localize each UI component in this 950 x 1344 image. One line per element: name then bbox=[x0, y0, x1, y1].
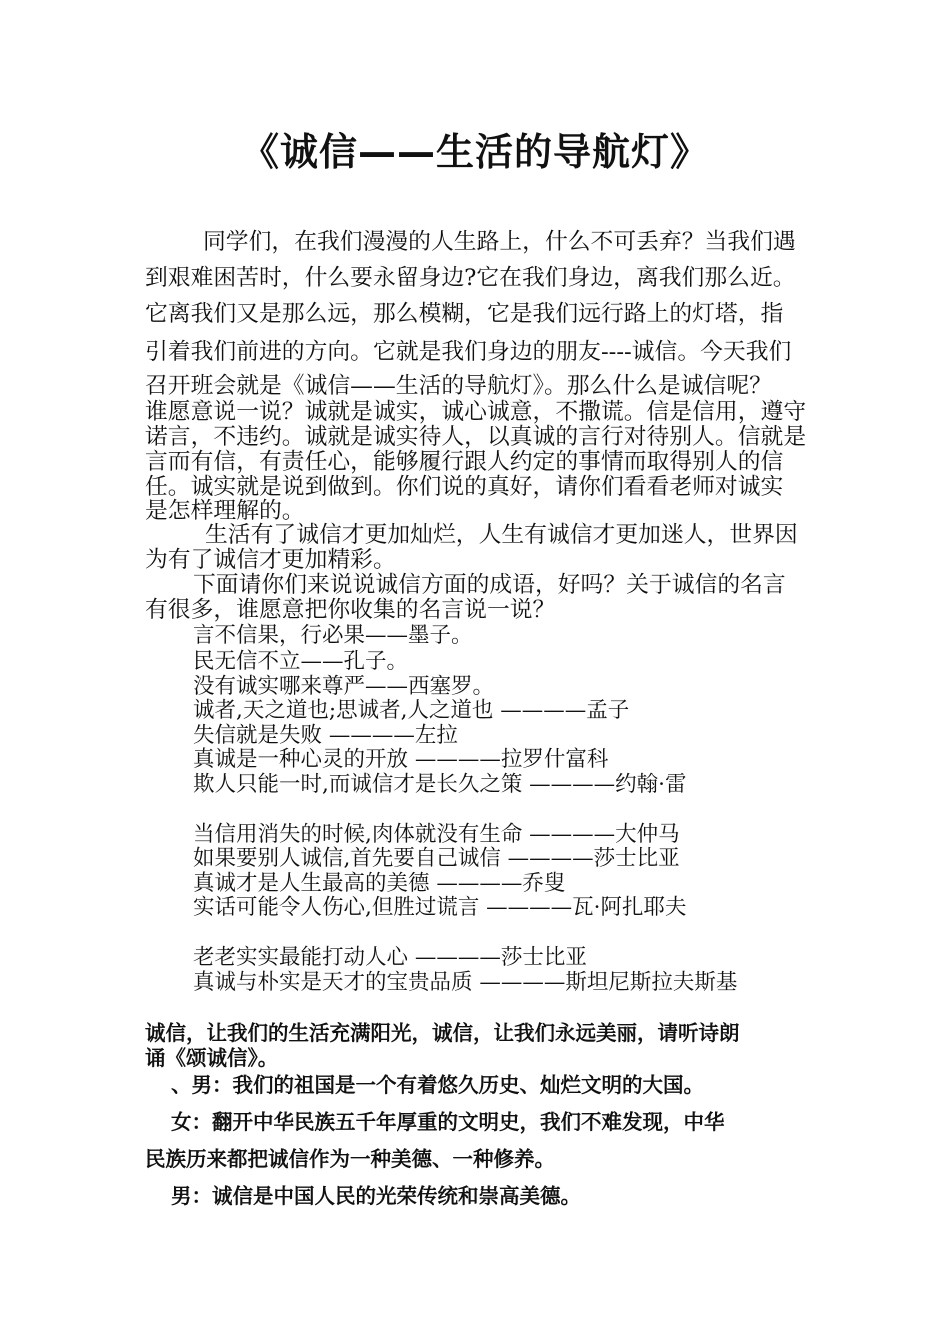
quote-item: 欺人只能一时,而诚信才是长久之策 ————约翰·雷 bbox=[193, 772, 687, 797]
quote-item: 真诚是一种心灵的开放 ————拉罗什富科 bbox=[193, 747, 609, 772]
quote-item: 老老实实最能打动人心 ————莎士比亚 bbox=[193, 945, 587, 970]
paragraph-line: 谁愿意说一说？诚就是诚实，诚心诚意，不撒谎。信是信用，遵守 bbox=[145, 399, 807, 425]
quote-item: 民无信不立——孔子。 bbox=[193, 649, 409, 674]
bold-paragraph-line: 女：翻开中华民族五千年厚重的文明史，我们不难发现，中华 bbox=[171, 1110, 725, 1134]
paragraph-line: 下面请你们来说说诚信方面的成语，好吗？关于诚信的名言 bbox=[193, 572, 786, 598]
paragraph-line: 到艰难困苦时，什么要永留身边?它在我们身边，离我们那么近。 bbox=[145, 265, 796, 291]
paragraph-line: 同学们，在我们漫漫的人生路上，什么不可丢弃？当我们遇 bbox=[203, 229, 796, 255]
quote-item: 实话可能令人伤心,但胜过谎言 ————瓦·阿扎耶夫 bbox=[193, 895, 687, 920]
bold-paragraph-line: 诚信，让我们的生活充满阳光，诚信，让我们永远美丽，请听诗朗 bbox=[145, 1021, 740, 1045]
quote-item: 真诚才是人生最高的美德 ————乔叟 bbox=[193, 871, 566, 896]
quote-item: 真诚与朴实是天才的宝贵品质 ————斯坦尼斯拉夫斯基 bbox=[193, 970, 738, 995]
bold-paragraph-line: 民族历来都把诚信作为一种美德、一种修养。 bbox=[145, 1147, 555, 1171]
bold-paragraph-line: 、男：我们的祖国是一个有着悠久历史、灿烂文明的大国。 bbox=[171, 1073, 704, 1097]
paragraph-line: 是怎样理解的。 bbox=[145, 498, 305, 524]
paragraph-line: 言而有信，有责任心，能够履行跟人约定的事情而取得别人的信 bbox=[145, 449, 784, 475]
quote-item: 言不信果，行必果——墨子。 bbox=[193, 623, 473, 648]
paragraph-line: 它离我们又是那么远，那么模糊，它是我们远行路上的灯塔，指 bbox=[145, 301, 784, 327]
document-title: 《诚信——生活的导航灯》 bbox=[240, 130, 709, 174]
paragraph-line: 诺言，不违约。诚就是诚实待人，以真诚的言行对待别人。信就是 bbox=[145, 424, 807, 450]
bold-paragraph-line: 诵《颂诚信》。 bbox=[145, 1046, 279, 1070]
paragraph-line: 为有了诚信才更加精彩。 bbox=[145, 547, 396, 573]
quote-item: 如果要别人诚信,首先要自己诚信 ————莎士比亚 bbox=[193, 846, 680, 871]
quote-item: 诚者,天之道也;思诚者,人之道也 ————孟子 bbox=[193, 698, 630, 723]
paragraph-line: 引着我们前进的方向。它就是我们身边的朋友----诚信。今天我们 bbox=[145, 339, 792, 365]
bold-paragraph-line: 男：诚信是中国人民的光荣传统和崇高美德。 bbox=[171, 1184, 581, 1208]
paragraph-line: 有很多，谁愿意把你收集的名言说一说？ bbox=[145, 597, 556, 623]
paragraph-line: 召开班会就是《诚信——生活的导航灯》。那么什么是诚信呢？ bbox=[145, 373, 772, 399]
paragraph-line: 生活有了诚信才更加灿烂，人生有诚信才更加迷人，世界因 bbox=[205, 522, 798, 548]
paragraph-line: 任。诚实就是说到做到。你们说的真好，请你们看看老师对诚实 bbox=[145, 474, 784, 500]
quote-item: 没有诚实哪来尊严——西塞罗。 bbox=[193, 674, 495, 699]
quote-item: 失信就是失败 ————左拉 bbox=[193, 723, 458, 748]
quote-item: 当信用消失的时候,肉体就没有生命 ————大仲马 bbox=[193, 822, 680, 847]
